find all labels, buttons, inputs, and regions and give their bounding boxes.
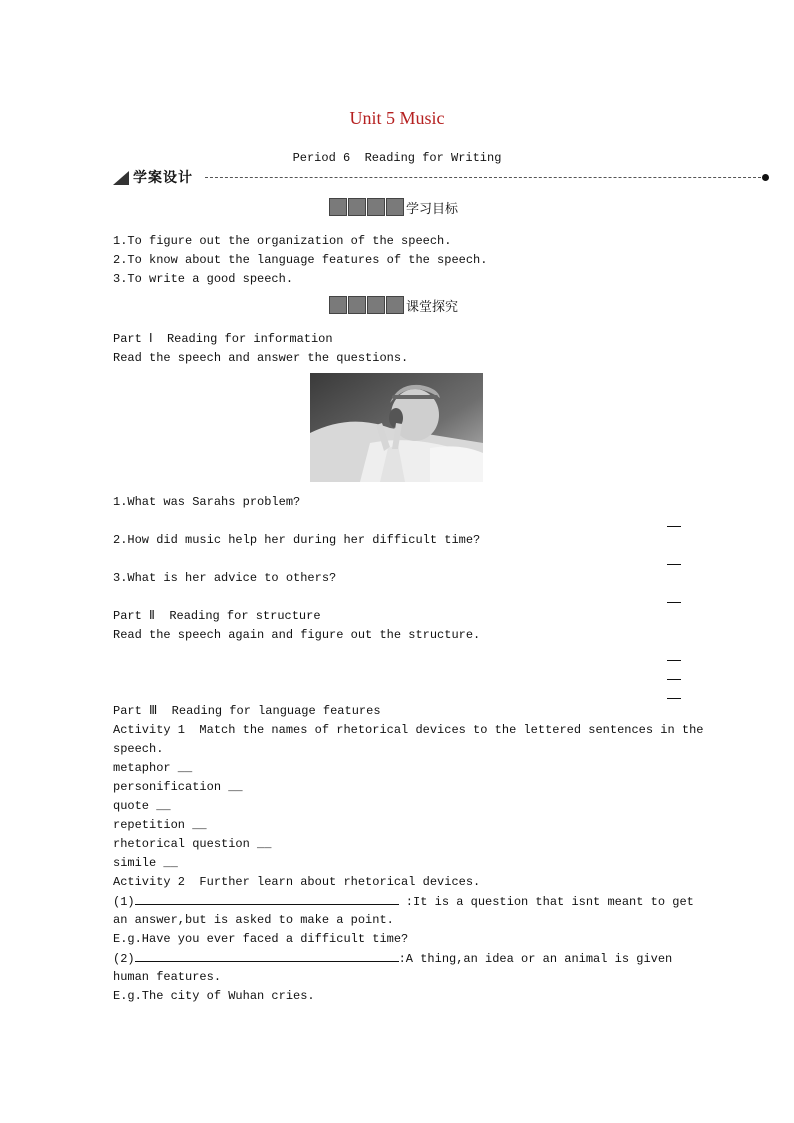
part3-title: Part Ⅲ Reading for language features [113,704,381,718]
banner-label: 学案设计 [133,170,193,186]
device-item[interactable]: rhetorical question __ [113,837,272,851]
section-banner [113,168,769,188]
part2-instruction: Read the speech again and figure out the structure. [113,628,481,642]
example-text: E.g.The city of Wuhan cries. [113,989,315,1003]
answer-blank[interactable] [667,679,681,680]
heading-block-icon [386,296,404,314]
girl-with-headphones-photo [310,373,483,482]
part1-instruction: Read the speech and answer the questions. [113,351,409,365]
device-item[interactable]: repetition __ [113,818,207,832]
fill-blank[interactable] [135,892,399,905]
question-item: 2.How did music help her during her difficult time? [113,533,481,547]
item-number: (2) [113,952,135,966]
answer-blank[interactable] [667,660,681,661]
banner-dot-icon [762,174,769,181]
answer-blank[interactable] [667,602,681,603]
objectives-heading [329,198,458,216]
banner-triangle-icon [113,171,129,185]
part2-title: Part Ⅱ Reading for structure [113,609,321,623]
answer-blank[interactable] [667,526,681,527]
part1-title: Part Ⅰ Reading for information [113,332,333,346]
question-item: 3.What is her advice to others? [113,571,337,585]
device-item[interactable]: personification __ [113,780,243,794]
page-title: Unit 5 Music [349,108,445,128]
device-item[interactable]: metaphor __ [113,761,193,775]
objective-item: 3.To write a good speech. [113,272,294,286]
heading-block-icon [367,296,385,314]
definition-text: :A thing,an idea or an animal is given [398,952,673,966]
heading-block-icon [367,198,385,216]
device-item[interactable]: quote __ [113,799,171,813]
heading-block-icon [329,198,347,216]
device-item[interactable]: simile __ [113,856,178,870]
answer-blank[interactable] [667,698,681,699]
item-number: (1) [113,895,135,909]
class-heading [329,296,458,314]
objectives-heading-text: 学习目标 [406,202,459,217]
definition-item-1 [113,892,694,912]
definition-item-2 [113,949,672,969]
definition-cont: human features. [113,970,222,984]
heading-block-icon [386,198,404,216]
definition-cont: an answer,but is asked to make a point. [113,913,394,927]
answer-blank[interactable] [667,564,681,565]
heading-block-icon [329,296,347,314]
heading-block-icon [348,296,366,314]
fill-blank[interactable] [135,949,399,962]
example-text: E.g.Have you ever faced a difficult time? [113,932,409,946]
objective-item: 1.To figure out the organization of the speech. [113,234,452,248]
objective-item: 2.To know about the language features of the speech. [113,253,488,267]
heading-block-icon [348,198,366,216]
activity1-line: Activity 1 Match the names of rhetorical devices to the lettered sentences in the [113,723,704,737]
page-subtitle: Period 6 Reading for Writing [292,151,502,165]
activity1-line-cont: speech. [113,742,164,756]
class-heading-text: 课堂探究 [406,300,459,315]
banner-divider [205,177,761,179]
definition-text: :It is a question that isnt meant to get [398,895,694,909]
question-item: 1.What was Sarahs problem? [113,495,301,509]
activity2-title: Activity 2 Further learn about rhetorical devices. [113,875,481,889]
